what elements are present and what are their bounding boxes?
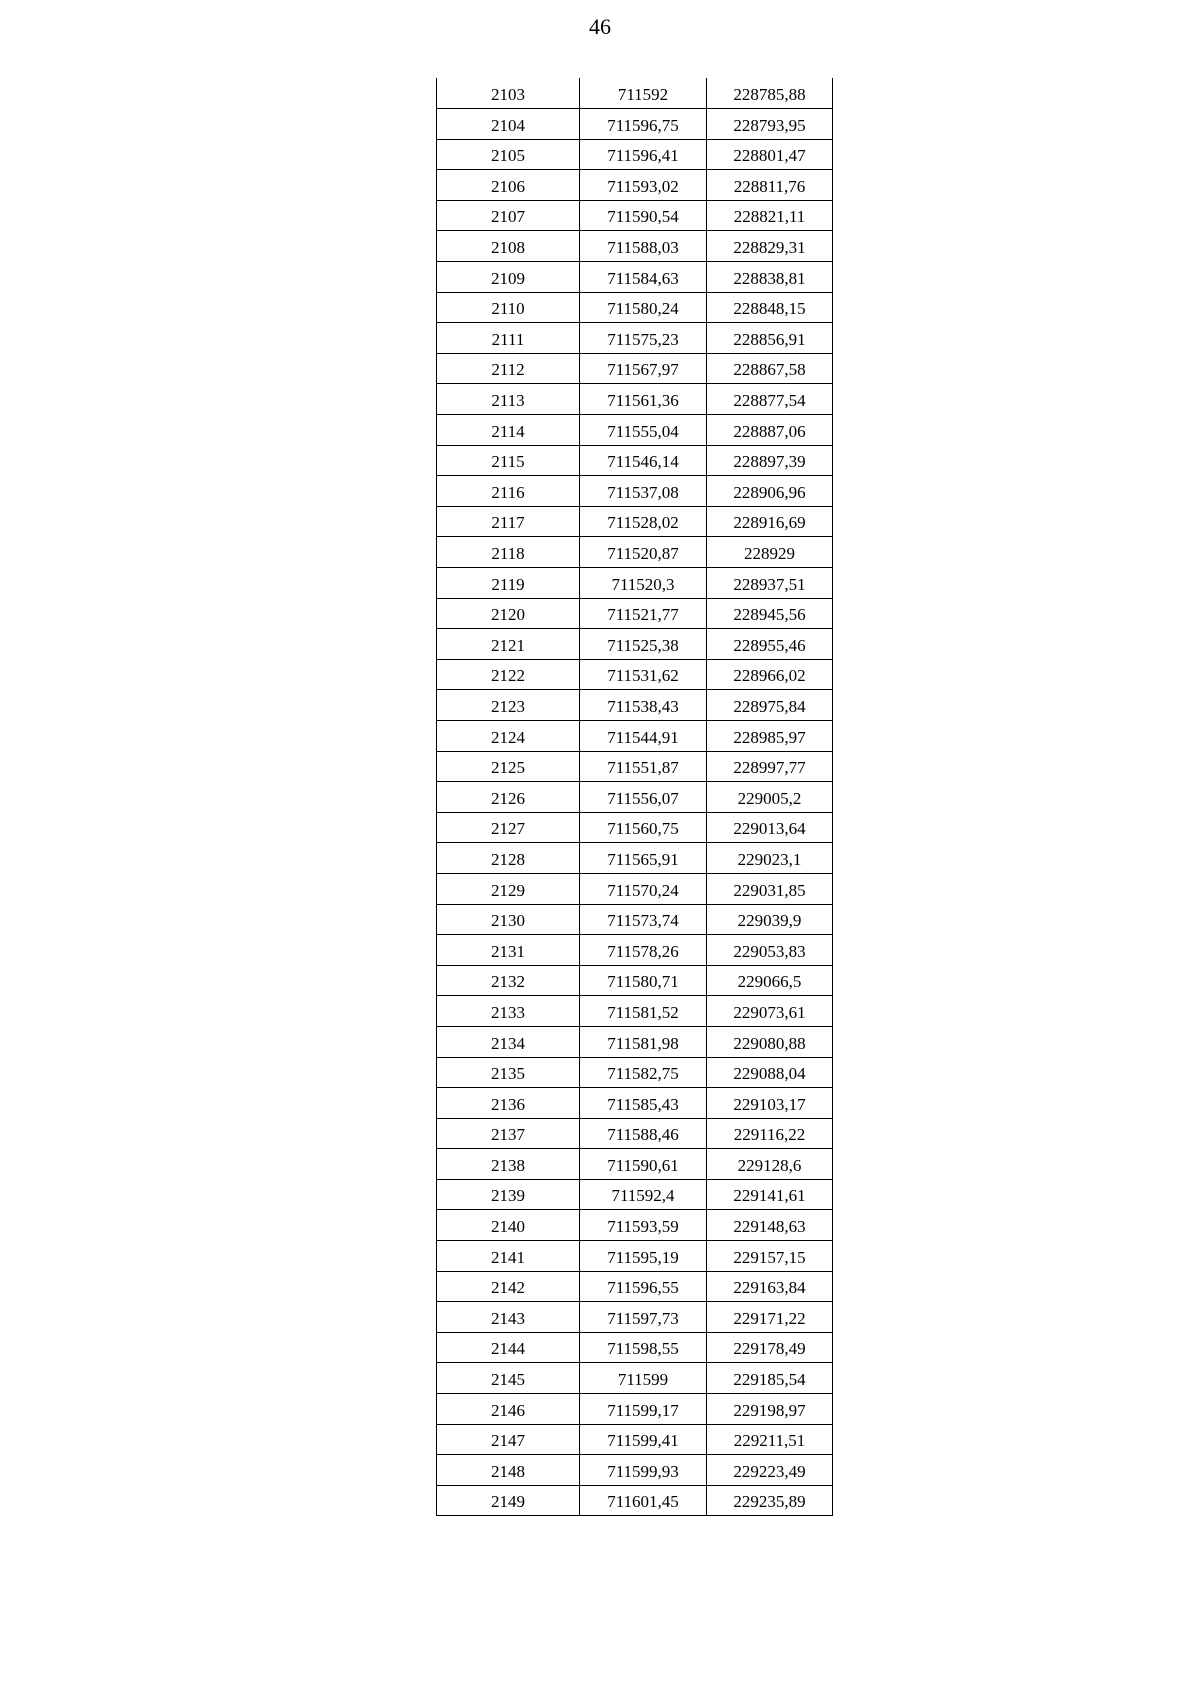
y-coordinate-cell: 229128,6 — [707, 1149, 833, 1180]
point-number-cell: 2145 — [437, 1363, 580, 1394]
table-row — [437, 1088, 833, 1119]
point-number-cell: 2115 — [437, 445, 580, 476]
point-number-cell: 2111 — [437, 323, 580, 354]
y-coordinate-cell: 228887,06 — [707, 415, 833, 446]
table-row — [437, 323, 833, 354]
x-coordinate-cell: 711592,4 — [580, 1179, 707, 1210]
point-number-cell: 2104 — [437, 109, 580, 140]
x-coordinate-cell: 711561,36 — [580, 384, 707, 415]
y-coordinate-cell: 228785,88 — [707, 78, 833, 109]
point-number-cell: 2143 — [437, 1302, 580, 1333]
point-number-cell: 2131 — [437, 935, 580, 966]
y-coordinate-cell: 228966,02 — [707, 659, 833, 690]
table-row — [437, 1363, 833, 1394]
point-number-cell: 2117 — [437, 506, 580, 537]
point-number-cell: 2126 — [437, 782, 580, 813]
y-coordinate-cell: 228997,77 — [707, 751, 833, 782]
y-coordinate-cell: 229185,54 — [707, 1363, 833, 1394]
point-number-cell: 2122 — [437, 659, 580, 690]
x-coordinate-cell: 711592 — [580, 78, 707, 109]
table-row — [437, 384, 833, 415]
x-coordinate-cell: 711588,03 — [580, 231, 707, 262]
x-coordinate-cell: 711599,93 — [580, 1455, 707, 1486]
table-row — [437, 1149, 833, 1180]
point-number-cell: 2135 — [437, 1057, 580, 1088]
point-number-cell: 2136 — [437, 1088, 580, 1119]
table-row — [437, 1118, 833, 1149]
y-coordinate-cell: 229073,61 — [707, 996, 833, 1027]
point-number-cell: 2149 — [437, 1485, 580, 1516]
x-coordinate-cell: 711537,08 — [580, 476, 707, 507]
point-number-cell: 2142 — [437, 1271, 580, 1302]
x-coordinate-cell: 711581,98 — [580, 1026, 707, 1057]
table-row — [437, 873, 833, 904]
point-number-cell: 2141 — [437, 1241, 580, 1272]
x-coordinate-cell: 711521,77 — [580, 598, 707, 629]
point-number-cell: 2121 — [437, 629, 580, 660]
x-coordinate-cell: 711601,45 — [580, 1485, 707, 1516]
y-coordinate-cell: 228906,96 — [707, 476, 833, 507]
point-number-cell: 2132 — [437, 965, 580, 996]
y-coordinate-cell: 228811,76 — [707, 170, 833, 201]
y-coordinate-cell: 228856,91 — [707, 323, 833, 354]
point-number-cell: 2103 — [437, 78, 580, 109]
y-coordinate-cell: 229157,15 — [707, 1241, 833, 1272]
table-row — [437, 782, 833, 813]
y-coordinate-cell: 229163,84 — [707, 1271, 833, 1302]
table-row — [437, 1210, 833, 1241]
table-row — [437, 1271, 833, 1302]
point-number-cell: 2130 — [437, 904, 580, 935]
point-number-cell: 2124 — [437, 720, 580, 751]
y-coordinate-cell: 228838,81 — [707, 262, 833, 293]
x-coordinate-cell: 711520,87 — [580, 537, 707, 568]
point-number-cell: 2147 — [437, 1424, 580, 1455]
y-coordinate-cell: 228801,47 — [707, 139, 833, 170]
table-row — [437, 843, 833, 874]
y-coordinate-cell: 228848,15 — [707, 292, 833, 323]
y-coordinate-cell: 229116,22 — [707, 1118, 833, 1149]
y-coordinate-cell: 228877,54 — [707, 384, 833, 415]
point-number-cell: 2105 — [437, 139, 580, 170]
y-coordinate-cell: 228829,31 — [707, 231, 833, 262]
point-number-cell: 2144 — [437, 1332, 580, 1363]
point-number-cell: 2123 — [437, 690, 580, 721]
y-coordinate-cell: 229235,89 — [707, 1485, 833, 1516]
x-coordinate-cell: 711575,23 — [580, 323, 707, 354]
table-row — [437, 751, 833, 782]
table-row — [437, 262, 833, 293]
point-number-cell: 2128 — [437, 843, 580, 874]
table-row — [437, 415, 833, 446]
x-coordinate-cell: 711590,54 — [580, 200, 707, 231]
x-coordinate-cell: 711584,63 — [580, 262, 707, 293]
x-coordinate-cell: 711538,43 — [580, 690, 707, 721]
table-row — [437, 78, 833, 109]
x-coordinate-cell: 711525,38 — [580, 629, 707, 660]
point-number-cell: 2133 — [437, 996, 580, 1027]
y-coordinate-cell: 229211,51 — [707, 1424, 833, 1455]
x-coordinate-cell: 711588,46 — [580, 1118, 707, 1149]
x-coordinate-cell: 711599,41 — [580, 1424, 707, 1455]
y-coordinate-cell: 229039,9 — [707, 904, 833, 935]
x-coordinate-cell: 711555,04 — [580, 415, 707, 446]
point-number-cell: 2134 — [437, 1026, 580, 1057]
x-coordinate-cell: 711560,75 — [580, 812, 707, 843]
table-row — [437, 598, 833, 629]
x-coordinate-cell: 711596,41 — [580, 139, 707, 170]
point-number-cell: 2109 — [437, 262, 580, 293]
point-number-cell: 2139 — [437, 1179, 580, 1210]
point-number-cell: 2148 — [437, 1455, 580, 1486]
x-coordinate-cell: 711580,71 — [580, 965, 707, 996]
coordinates-table-body — [437, 78, 833, 1516]
x-coordinate-cell: 711520,3 — [580, 568, 707, 599]
page-number: 46 — [589, 14, 611, 39]
y-coordinate-cell: 228975,84 — [707, 690, 833, 721]
table-row — [437, 1057, 833, 1088]
coordinates-table — [436, 78, 833, 1516]
x-coordinate-cell: 711596,75 — [580, 109, 707, 140]
table-row — [437, 568, 833, 599]
table-row — [437, 170, 833, 201]
point-number-cell: 2138 — [437, 1149, 580, 1180]
x-coordinate-cell: 711593,02 — [580, 170, 707, 201]
y-coordinate-cell: 229103,17 — [707, 1088, 833, 1119]
y-coordinate-cell: 229171,22 — [707, 1302, 833, 1333]
y-coordinate-cell: 229005,2 — [707, 782, 833, 813]
point-number-cell: 2129 — [437, 873, 580, 904]
y-coordinate-cell: 229178,49 — [707, 1332, 833, 1363]
table-row — [437, 506, 833, 537]
table-row — [437, 139, 833, 170]
point-number-cell: 2146 — [437, 1394, 580, 1425]
table-row — [437, 1332, 833, 1363]
x-coordinate-cell: 711531,62 — [580, 659, 707, 690]
y-coordinate-cell: 228821,11 — [707, 200, 833, 231]
x-coordinate-cell: 711595,19 — [580, 1241, 707, 1272]
point-number-cell: 2118 — [437, 537, 580, 568]
y-coordinate-cell: 228985,97 — [707, 720, 833, 751]
y-coordinate-cell: 228929 — [707, 537, 833, 568]
table-row — [437, 690, 833, 721]
table-row — [437, 996, 833, 1027]
table-row — [437, 812, 833, 843]
y-coordinate-cell: 228793,95 — [707, 109, 833, 140]
y-coordinate-cell: 228945,56 — [707, 598, 833, 629]
point-number-cell: 2108 — [437, 231, 580, 262]
y-coordinate-cell: 229080,88 — [707, 1026, 833, 1057]
table-row — [437, 904, 833, 935]
point-number-cell: 2140 — [437, 1210, 580, 1241]
y-coordinate-cell: 229223,49 — [707, 1455, 833, 1486]
point-number-cell: 2107 — [437, 200, 580, 231]
y-coordinate-cell: 229198,97 — [707, 1394, 833, 1425]
table-row — [437, 292, 833, 323]
table-row — [437, 965, 833, 996]
point-number-cell: 2127 — [437, 812, 580, 843]
x-coordinate-cell: 711567,97 — [580, 353, 707, 384]
x-coordinate-cell: 711580,24 — [580, 292, 707, 323]
y-coordinate-cell: 228955,46 — [707, 629, 833, 660]
table-row — [437, 200, 833, 231]
x-coordinate-cell: 711578,26 — [580, 935, 707, 966]
y-coordinate-cell: 228937,51 — [707, 568, 833, 599]
table-row — [437, 720, 833, 751]
table-row — [437, 1179, 833, 1210]
y-coordinate-cell: 228897,39 — [707, 445, 833, 476]
x-coordinate-cell: 711570,24 — [580, 873, 707, 904]
point-number-cell: 2113 — [437, 384, 580, 415]
x-coordinate-cell: 711573,74 — [580, 904, 707, 935]
x-coordinate-cell: 711598,55 — [580, 1332, 707, 1363]
y-coordinate-cell: 228916,69 — [707, 506, 833, 537]
y-coordinate-cell: 229023,1 — [707, 843, 833, 874]
x-coordinate-cell: 711599 — [580, 1363, 707, 1394]
x-coordinate-cell: 711597,73 — [580, 1302, 707, 1333]
x-coordinate-cell: 711593,59 — [580, 1210, 707, 1241]
point-number-cell: 2110 — [437, 292, 580, 323]
table-row — [437, 537, 833, 568]
table-row — [437, 1241, 833, 1272]
x-coordinate-cell: 711546,14 — [580, 445, 707, 476]
table-row — [437, 1302, 833, 1333]
y-coordinate-cell: 229141,61 — [707, 1179, 833, 1210]
y-coordinate-cell: 229066,5 — [707, 965, 833, 996]
x-coordinate-cell: 711551,87 — [580, 751, 707, 782]
y-coordinate-cell: 229013,64 — [707, 812, 833, 843]
point-number-cell: 2112 — [437, 353, 580, 384]
point-number-cell: 2106 — [437, 170, 580, 201]
x-coordinate-cell: 711590,61 — [580, 1149, 707, 1180]
point-number-cell: 2116 — [437, 476, 580, 507]
x-coordinate-cell: 711599,17 — [580, 1394, 707, 1425]
y-coordinate-cell: 229088,04 — [707, 1057, 833, 1088]
point-number-cell: 2137 — [437, 1118, 580, 1149]
point-number-cell: 2120 — [437, 598, 580, 629]
table-row — [437, 935, 833, 966]
point-number-cell: 2119 — [437, 568, 580, 599]
x-coordinate-cell: 711565,91 — [580, 843, 707, 874]
table-row — [437, 1455, 833, 1486]
y-coordinate-cell: 228867,58 — [707, 353, 833, 384]
table-row — [437, 476, 833, 507]
table-row — [437, 659, 833, 690]
table-row — [437, 1394, 833, 1425]
x-coordinate-cell: 711585,43 — [580, 1088, 707, 1119]
point-number-cell: 2114 — [437, 415, 580, 446]
table-row — [437, 629, 833, 660]
y-coordinate-cell: 229148,63 — [707, 1210, 833, 1241]
y-coordinate-cell: 229031,85 — [707, 873, 833, 904]
x-coordinate-cell: 711544,91 — [580, 720, 707, 751]
y-coordinate-cell: 229053,83 — [707, 935, 833, 966]
x-coordinate-cell: 711582,75 — [580, 1057, 707, 1088]
table-row — [437, 1424, 833, 1455]
x-coordinate-cell: 711528,02 — [580, 506, 707, 537]
x-coordinate-cell: 711581,52 — [580, 996, 707, 1027]
table-row — [437, 353, 833, 384]
table-row — [437, 231, 833, 262]
x-coordinate-cell: 711556,07 — [580, 782, 707, 813]
x-coordinate-cell: 711596,55 — [580, 1271, 707, 1302]
table-row — [437, 1026, 833, 1057]
table-row — [437, 1485, 833, 1516]
table-row — [437, 445, 833, 476]
point-number-cell: 2125 — [437, 751, 580, 782]
table-row — [437, 109, 833, 140]
